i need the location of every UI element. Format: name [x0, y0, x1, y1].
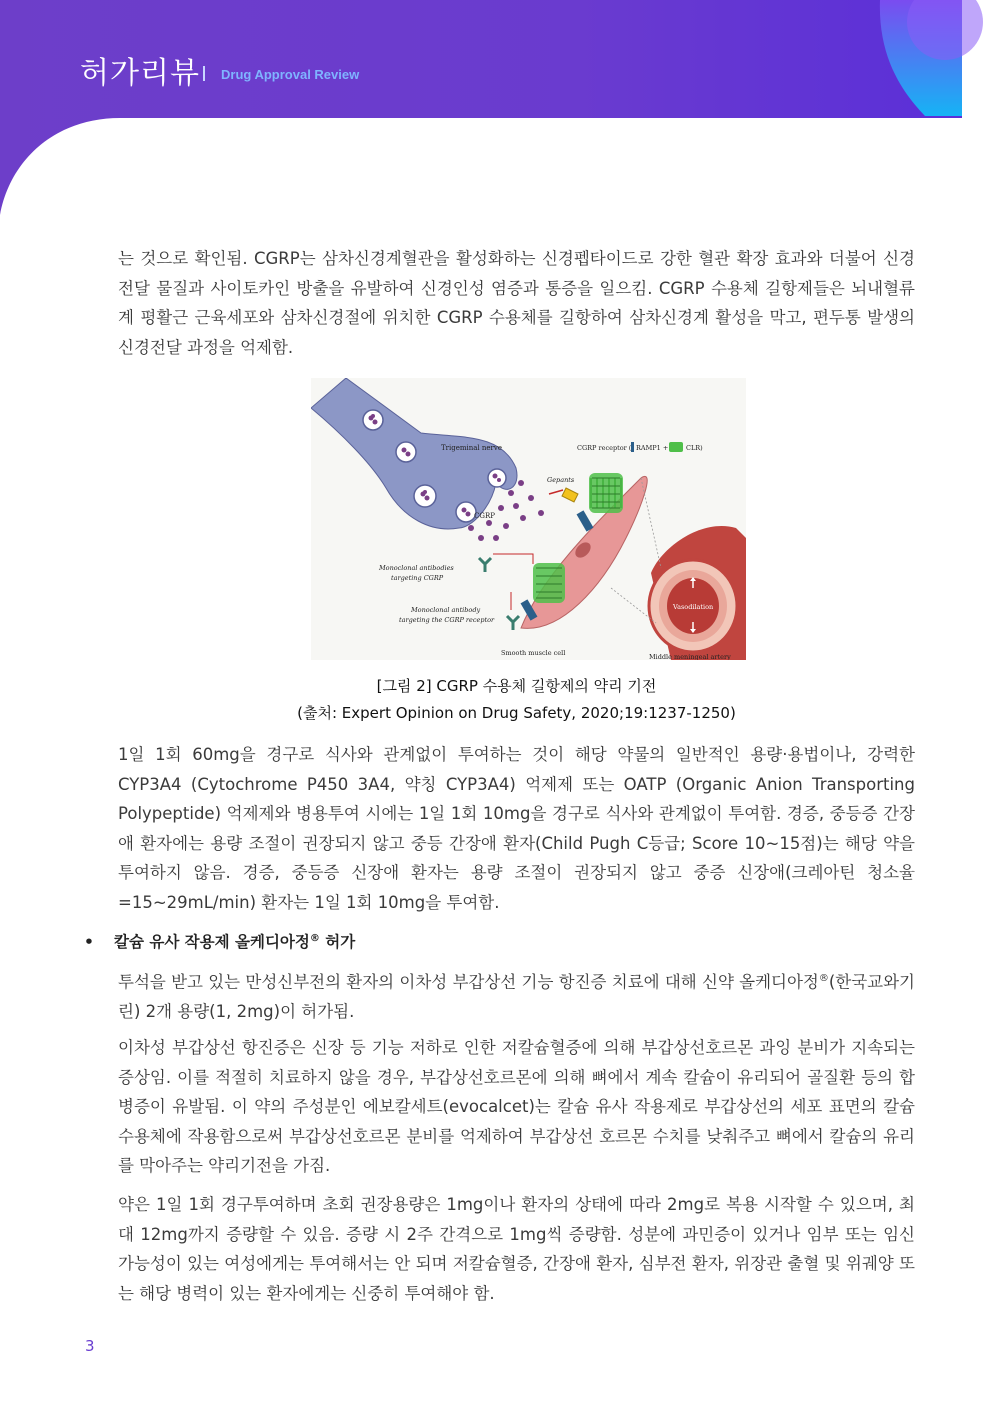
registered-mark: ®: [818, 973, 829, 984]
figure-source: (출처: Expert Opinion on Drug Safety, 2020;19:1237-1250): [297, 704, 736, 722]
figure-caption: [그림 2] CGRP 수용체 길항제의 약리 기전: [376, 677, 657, 695]
header-title: 허가리뷰: [80, 56, 200, 91]
dosage-paragraph: 1일 1회 60mg을 경구로 식사와 관계없이 투여하는 것이 해당 약물의 일반적인 용량·용법이나, 강력한 CYP3A4 (Cytochrome P450 3A4, 약칭 CYP3A4) 억제제 또는 OATP (Organic Anion Transporting Polypeptide) 억제제와 병용투여 시에는 1일 1회 10mg을 경구로 식사와 관계없이 투여함. 경증, 중등증 간장애 환자에는 용량 조절이 권장되지 않고 중등 간장애 환자(Child Pugh C등급; Score 10~15점)는 해당 약을 투여하지 않음. 경증, 중등증 신장애 환자는 용량 조절이 권장되지 않고 중증 신장애(크레아틴 청소율=15~29mL/min) 환자는 1일 1회 10mg을 투여함.: [118, 745, 915, 912]
orkedia-mechanism-paragraph: 이차성 부갑상선 항진증은 신장 등 기능 저하로 인한 저칼슘혈증에 의해 부갑상선호르몬 과잉 분비가 지속되는 증상임. 이를 적절히 치료하지 않을 경우, 부갑상선호르몬에 의해 뼈에서 계속 칼슘이 유리되어 골질환 등의 합병증이 유발됨. 이 약의 주성분인 에보칼세트(evocalcet)는 칼슘 유사 작용제로 부갑상선의 세포 표면의 칼슘 수용체에 작용함으로써 부갑상선호르몬 분비를 억제하여 부갑상선 호르몬 수치를 낮춰주고 뼈에서 칼슘의 유리를 막아주는 약리기전을 가짐.: [118, 1038, 915, 1175]
registered-mark: ®: [309, 932, 320, 944]
section-heading-suffix: 허가: [319, 933, 356, 951]
mab-cgrp-label-1: Monoclonal antibodies: [379, 564, 454, 572]
bullet-icon: •: [84, 933, 94, 951]
intro-paragraph: 는 것으로 확인됨. CGRP는 삼차신경계혈관을 활성화하는 신경펩타이드로 강한 혈관 확장 효과와 더불어 신경전달 물질과 사이토카인 방출을 유발하여 신경인성 염증과 통증을 일으킴. CGRP 수용체 길항제들은 뇌내혈류계 평활근 근육세포와 삼차신경절에 위치한 CGRP 수용체를 길항하여 삼차신경계 활성을 막고, 편두통 발생의 신경전달 과정을 억제함.: [118, 249, 915, 357]
header-divider: [203, 66, 205, 81]
cgrp-receptor-label: CGRP receptor (: [577, 444, 632, 452]
trigeminal-nerve-label: Trigeminal nerve: [441, 444, 502, 452]
mab-receptor-label-2: targeting the CGRP receptor: [399, 616, 495, 624]
gepants-label: Gepants: [547, 476, 575, 484]
section-heading-title: 칼슘 유사 작용제 올케디아정: [114, 933, 310, 951]
page-number: 3: [85, 1337, 95, 1355]
cgrp-label: CGRP: [474, 512, 495, 520]
orkedia-dosage-paragraph: 약은 1일 1회 경구투여하며 초회 권장용량은 1mg이나 환자의 상태에 따라 2mg로 복용 시작할 수 있으며, 최대 12mg까지 증량할 수 있음. 증량 시 2주 간격으로 1mg씩 증량함. 성분에 과민증이 있거나 임부 또는 임신 가능성이 있는 여성에게는 투여해서는 안 되며 저칼슘혈증, 간장애 환자, 심부전 환자, 위장관 출혈 및 위궤양 또는 해당 병력이 있는 환자에게는 신중히 투여해야 함.: [118, 1195, 915, 1303]
clr-label: CLR): [686, 444, 703, 452]
vasodilation-label: Vasodilation: [673, 603, 714, 611]
cgrp-diagram: [311, 378, 746, 660]
orkedia-approval-text-1: 투석을 받고 있는 만성신부전의 환자의 이차성 부갑상선 기능 항진증 치료에 대해 신약 올케디아정: [118, 972, 819, 992]
page-header: [0, 0, 992, 230]
cgrp-mechanism-figure: [311, 378, 746, 660]
orkedia-approval-text-2: (한국교와기린) 2개 용량(1, 2mg)이 허가됨.: [118, 972, 915, 1021]
middle-meningeal-artery-label: Middle meningeal artery: [649, 653, 731, 660]
mab-receptor-label-1: Monoclonal antibody: [411, 606, 481, 614]
header-subtitle: Drug Approval Review: [221, 67, 360, 82]
smooth-muscle-cell-label: Smooth muscle cell: [501, 649, 566, 657]
mab-cgrp-label-2: targeting CGRP: [391, 574, 444, 582]
section-heading: [84, 930, 355, 952]
ramp1-label: RAMP1 +: [636, 444, 669, 452]
orkedia-approval-paragraph: [118, 964, 915, 1027]
header-background: [0, 0, 992, 230]
